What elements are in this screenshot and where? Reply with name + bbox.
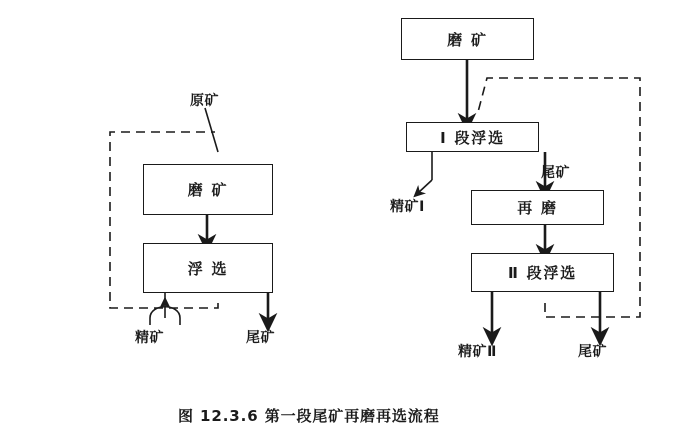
left-grind-label: 磨 矿 [187, 181, 229, 199]
right-regrind-label: 再 磨 [517, 199, 558, 217]
figure-caption: 图 12.3.6 第一段尾矿再磨再选流程 [178, 407, 440, 425]
right-grind-box [401, 18, 534, 60]
right-concentrate2-label: 精矿Ⅱ [458, 344, 497, 360]
left-feed-label: 原矿 [190, 93, 220, 109]
right-regrind-box [471, 190, 604, 225]
right-float1-box [406, 122, 539, 152]
right-concentrate1-label: 精矿Ⅰ [390, 199, 425, 215]
left-tailing-label: 尾矿 [246, 330, 276, 346]
right-float2-box [471, 253, 614, 292]
right-tailing2-label: 尾矿 [578, 344, 608, 360]
left-float-box [143, 243, 273, 293]
right-grind-label: 磨 矿 [447, 30, 488, 49]
right-float1-label: Ⅰ 段浮选 [440, 128, 505, 147]
left-concentrate-label: 精矿 [135, 330, 165, 346]
right-tailing1-label: 尾矿 [541, 165, 571, 181]
right-float2-label: Ⅱ 段浮选 [507, 264, 578, 282]
left-float-label: 浮 选 [187, 259, 229, 278]
left-grind-box [143, 164, 273, 215]
